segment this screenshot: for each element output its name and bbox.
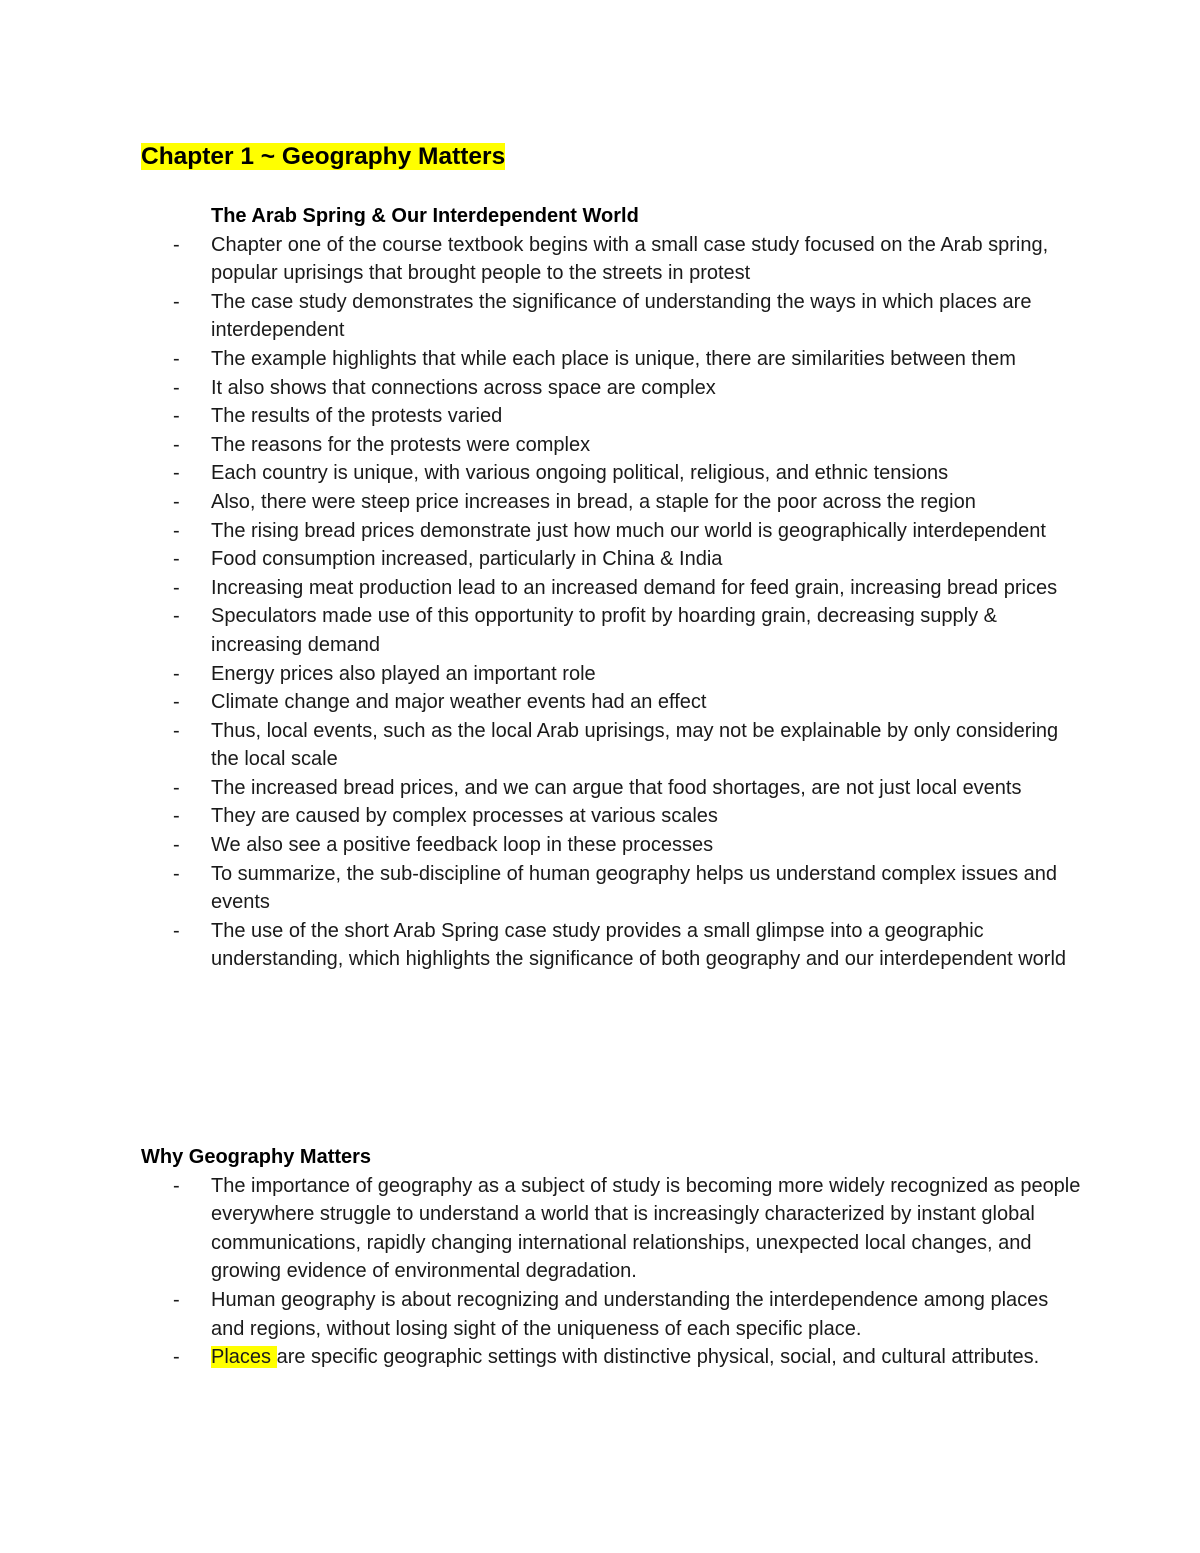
list-item [141, 860, 1081, 917]
list-item [141, 1172, 1081, 1286]
bullet-dash: - [173, 490, 180, 513]
bullet-dash: - [173, 862, 180, 885]
list-item-text: The rising bread prices demonstrate just how much our world is geographically interdependent [211, 519, 1046, 542]
highlighted-term: Places [211, 1346, 277, 1369]
section-heading: Why Geography Matters [141, 1146, 372, 1168]
list-item [141, 345, 1081, 374]
list-item [141, 431, 1081, 460]
list-item [141, 517, 1081, 546]
list-item-text: The importance of geography as a subject of study is becoming more widely recognized as people everywhere struggle to understand a world that is increasingly characterized by instant global communications, rapidly changing international relationships, unexpected local changes, and growing evidence of environmental degradation. [211, 1174, 1081, 1283]
list-item-text: are specific geographic settings with distinctive physical, social, and cultural attributes. [276, 1346, 1040, 1369]
list-item [141, 402, 1081, 431]
list-item [141, 1286, 1081, 1343]
list-item-text: The example highlights that while each place is unique, there are similarities between them [211, 347, 1016, 370]
list-item [141, 688, 1081, 717]
bullet-dash: - [173, 433, 180, 456]
list-item-text: Climate change and major weather events had an effect [211, 691, 707, 714]
list-item-text: Chapter one of the course textbook begins with a small case study focused on the Arab spring, popular uprisings that brought people to the streets in protest [211, 233, 1049, 285]
list-item [141, 831, 1081, 860]
bullet-dash: - [173, 376, 180, 399]
bullet-dash: - [173, 1288, 180, 1311]
list-item-text: Also, there were steep price increases in bread, a staple for the poor across the region [211, 490, 976, 513]
bullet-dash: - [173, 691, 180, 714]
list-item [141, 374, 1081, 403]
bullet-dash: - [173, 462, 180, 485]
list-item-text: Thus, local events, such as the local Arab uprisings, may not be explainable by only considering the local scale [211, 719, 1059, 771]
list-item [141, 545, 1081, 574]
list-item-text: The results of the protests varied [211, 405, 503, 428]
list-item-text: The reasons for the protests were complex [211, 433, 591, 456]
list-item [141, 288, 1081, 345]
bullet-dash: - [173, 290, 180, 313]
bullet-list [141, 1172, 1081, 1372]
bullet-dash: - [173, 605, 180, 628]
list-item-text: Energy prices also played an important role [211, 662, 596, 685]
list-item-text: We also see a positive feedback loop in these processes [211, 834, 714, 857]
bullet-dash: - [173, 1174, 180, 1197]
list-item [141, 660, 1081, 689]
bullet-dash: - [173, 576, 180, 599]
bullet-dash: - [173, 805, 180, 828]
bullet-dash: - [173, 405, 180, 428]
list-item [141, 574, 1081, 603]
list-item-text: Each country is unique, with various ongoing political, religious, and ethnic tensions [211, 462, 949, 485]
list-item [141, 1343, 1081, 1372]
bullet-dash: - [173, 347, 180, 370]
list-item-text: It also shows that connections across space are complex [211, 376, 716, 399]
list-item-text: Human geography is about recognizing and understanding the interdependence among places and regions, without losing sight of the uniqueness of each specific place. [211, 1288, 1049, 1340]
list-item-text: Increasing meat production lead to an increased demand for feed grain, increasing bread prices [211, 576, 1058, 599]
list-item-text: Food consumption increased, particularly in China & India [211, 548, 723, 571]
list-item-text: Speculators made use of this opportunity to profit by hoarding grain, decreasing supply & increasing demand [211, 605, 998, 656]
bullet-dash: - [173, 519, 180, 542]
list-item-text: To summarize, the sub-discipline of human geography helps us understand complex issues and events [211, 862, 1058, 914]
list-item [141, 602, 1081, 659]
bullet-dash: - [173, 662, 180, 685]
bullet-list [141, 231, 1081, 974]
bullet-dash: - [173, 919, 180, 942]
bullet-dash: - [173, 233, 180, 256]
bullet-dash: - [173, 834, 180, 857]
list-item [141, 774, 1081, 803]
list-item-text: The case study demonstrates the significance of understanding the ways in which places are interdependent [211, 290, 1032, 342]
list-item-text: The use of the short Arab Spring case study provides a small glimpse into a geographic understanding, which highlights the significance of both geography and our interdependent world [211, 919, 1067, 971]
chapter-title-text: Chapter 1 ~ Geography Matters [141, 143, 506, 170]
list-item [141, 717, 1081, 774]
bullet-dash: - [173, 719, 180, 742]
section-why-geography-matters [141, 1143, 1081, 1372]
list-item-text: The increased bread prices, and we can argue that food shortages, are not just local events [211, 776, 1022, 799]
list-item-text: They are caused by complex processes at various scales [211, 805, 718, 828]
list-item [141, 231, 1081, 288]
section-arab-spring [141, 202, 1081, 974]
list-item [141, 802, 1081, 831]
list-item [141, 459, 1081, 488]
chapter-title [141, 140, 505, 174]
section-heading: The Arab Spring & Our Interdependent World [211, 205, 639, 227]
bullet-dash: - [173, 1346, 180, 1369]
bullet-dash: - [173, 548, 180, 571]
list-item [141, 917, 1081, 974]
list-item [141, 488, 1081, 517]
bullet-dash: - [173, 776, 180, 799]
